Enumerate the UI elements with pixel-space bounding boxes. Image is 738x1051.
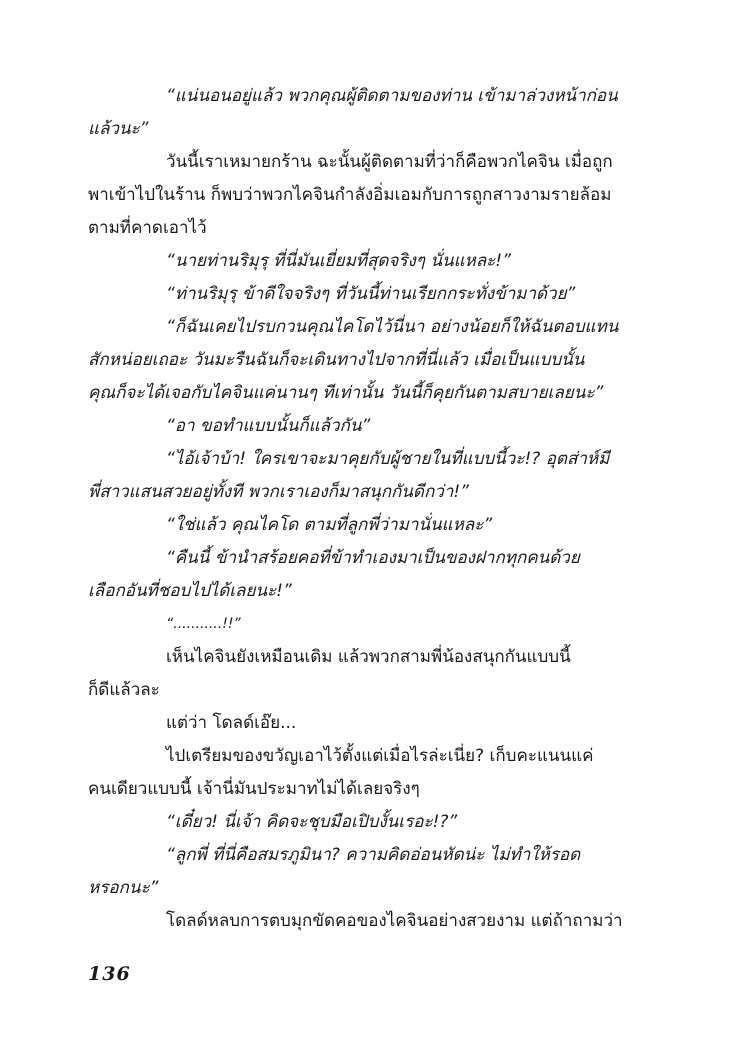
text-line: ตามที่คาดเอาไว้: [88, 218, 207, 238]
text-line: “นายท่านริมุรุ ที่นี่มันเยี่ยมที่สุดจริงๆ นั่นแหละ!”: [166, 251, 511, 271]
text-line: พาเข้าไปในร้าน ก็พบว่าพวกไคจินกำลังอิ่มเอมกับการถูกสาวงามรายล้อม: [88, 185, 612, 205]
text-line: คุณก็จะได้เจอกับไคจินแค่นานๆ ทีเท่านั้น วันนี้ก็คุยกันตามสบายเลยนะ”: [88, 383, 604, 403]
page-number: 136: [88, 963, 131, 985]
text-line: พี่สาวแสนสวยอยู่ทั้งที พวกเราเองก็มาสนุกกันดีกว่า!”: [88, 482, 469, 502]
text-line: “ก็ฉันเคยไปรบกวนคุณไคโดไว้นี่นา อย่างน้อยก็ให้ฉันตอบแทน: [166, 317, 619, 337]
text-line: เลือกอันที่ชอบไปได้เลยนะ!”: [88, 581, 292, 601]
text-line: “แน่นอนอยู่แล้ว พวกคุณผู้ติดตามของท่าน เข้ามาล่วงหน้าก่อน: [166, 86, 618, 106]
text-line: “คืนนี้ ข้านำสร้อยคอที่ข้าทำเองมาเป็นของฝากทุกคนด้วย: [166, 548, 580, 568]
text-line: “ใช่แล้ว คุณไคโด ตามที่ลูกพี่ว่ามานั่นแหละ”: [166, 515, 493, 535]
text-line: ไปเตรียมของขวัญเอาไว้ตั้งแต่เมื่อไรล่ะเนี่ย? เก็บคะแนนแค่: [166, 746, 594, 766]
text-line: “อา ขอทำแบบนั้นก็แล้วกัน”: [166, 416, 371, 436]
text-line: แต่ว่า โดลด์เอ๊ย...: [166, 713, 297, 733]
text-line: คนเดียวแบบนี้ เจ้านี่มันประมาทไม่ได้เลยจริงๆ: [88, 779, 420, 799]
text-line: “ท่านริมุรุ ข้าดีใจจริงๆ ที่วันนี้ท่านเรียกกระทั่งข้ามาด้วย”: [166, 284, 576, 304]
text-line: “เดี๋ยว! นี่เจ้า คิดจะชุบมือเปิบงั้นเรอะ!?”: [166, 812, 458, 832]
text-line: แล้วนะ”: [88, 119, 149, 139]
text-line: เห็นไคจินยังเหมือนเดิม แล้วพวกสามพี่น้องสนุกกันแบบนี้: [166, 647, 571, 667]
text-line: สักหน่อยเถอะ วันมะรืนฉันก็จะเดินทางไปจากที่นี่แล้ว เมื่อเป็นแบบนั้น: [88, 350, 585, 370]
text-line: “ไอ้เจ้าบ้า! ใครเขาจะมาคุยกับผู้ชายในที่แบบนี้วะ!? อุตส่าห์มี: [166, 449, 610, 469]
text-line: “ลูกพี่ ที่นี่คือสมรภูมินา? ความคิดอ่อนหัดน่ะ ไม่ทำให้รอด: [166, 845, 581, 865]
text-line: “...........!!”: [166, 616, 241, 632]
text-line: วันนี้เราเหมายกร้าน ฉะนั้นผู้ติดตามที่ว่าก็คือพวกไคจิน เมื่อถูก: [166, 152, 613, 172]
text-line: หรอกนะ”: [88, 878, 159, 898]
text-line: ก็ดีแล้วละ: [88, 680, 160, 700]
text-line: โดลด์หลบการตบมุกขัดคอของไคจินอย่างสวยงาม แต่ถ้าถามว่า: [166, 911, 623, 931]
